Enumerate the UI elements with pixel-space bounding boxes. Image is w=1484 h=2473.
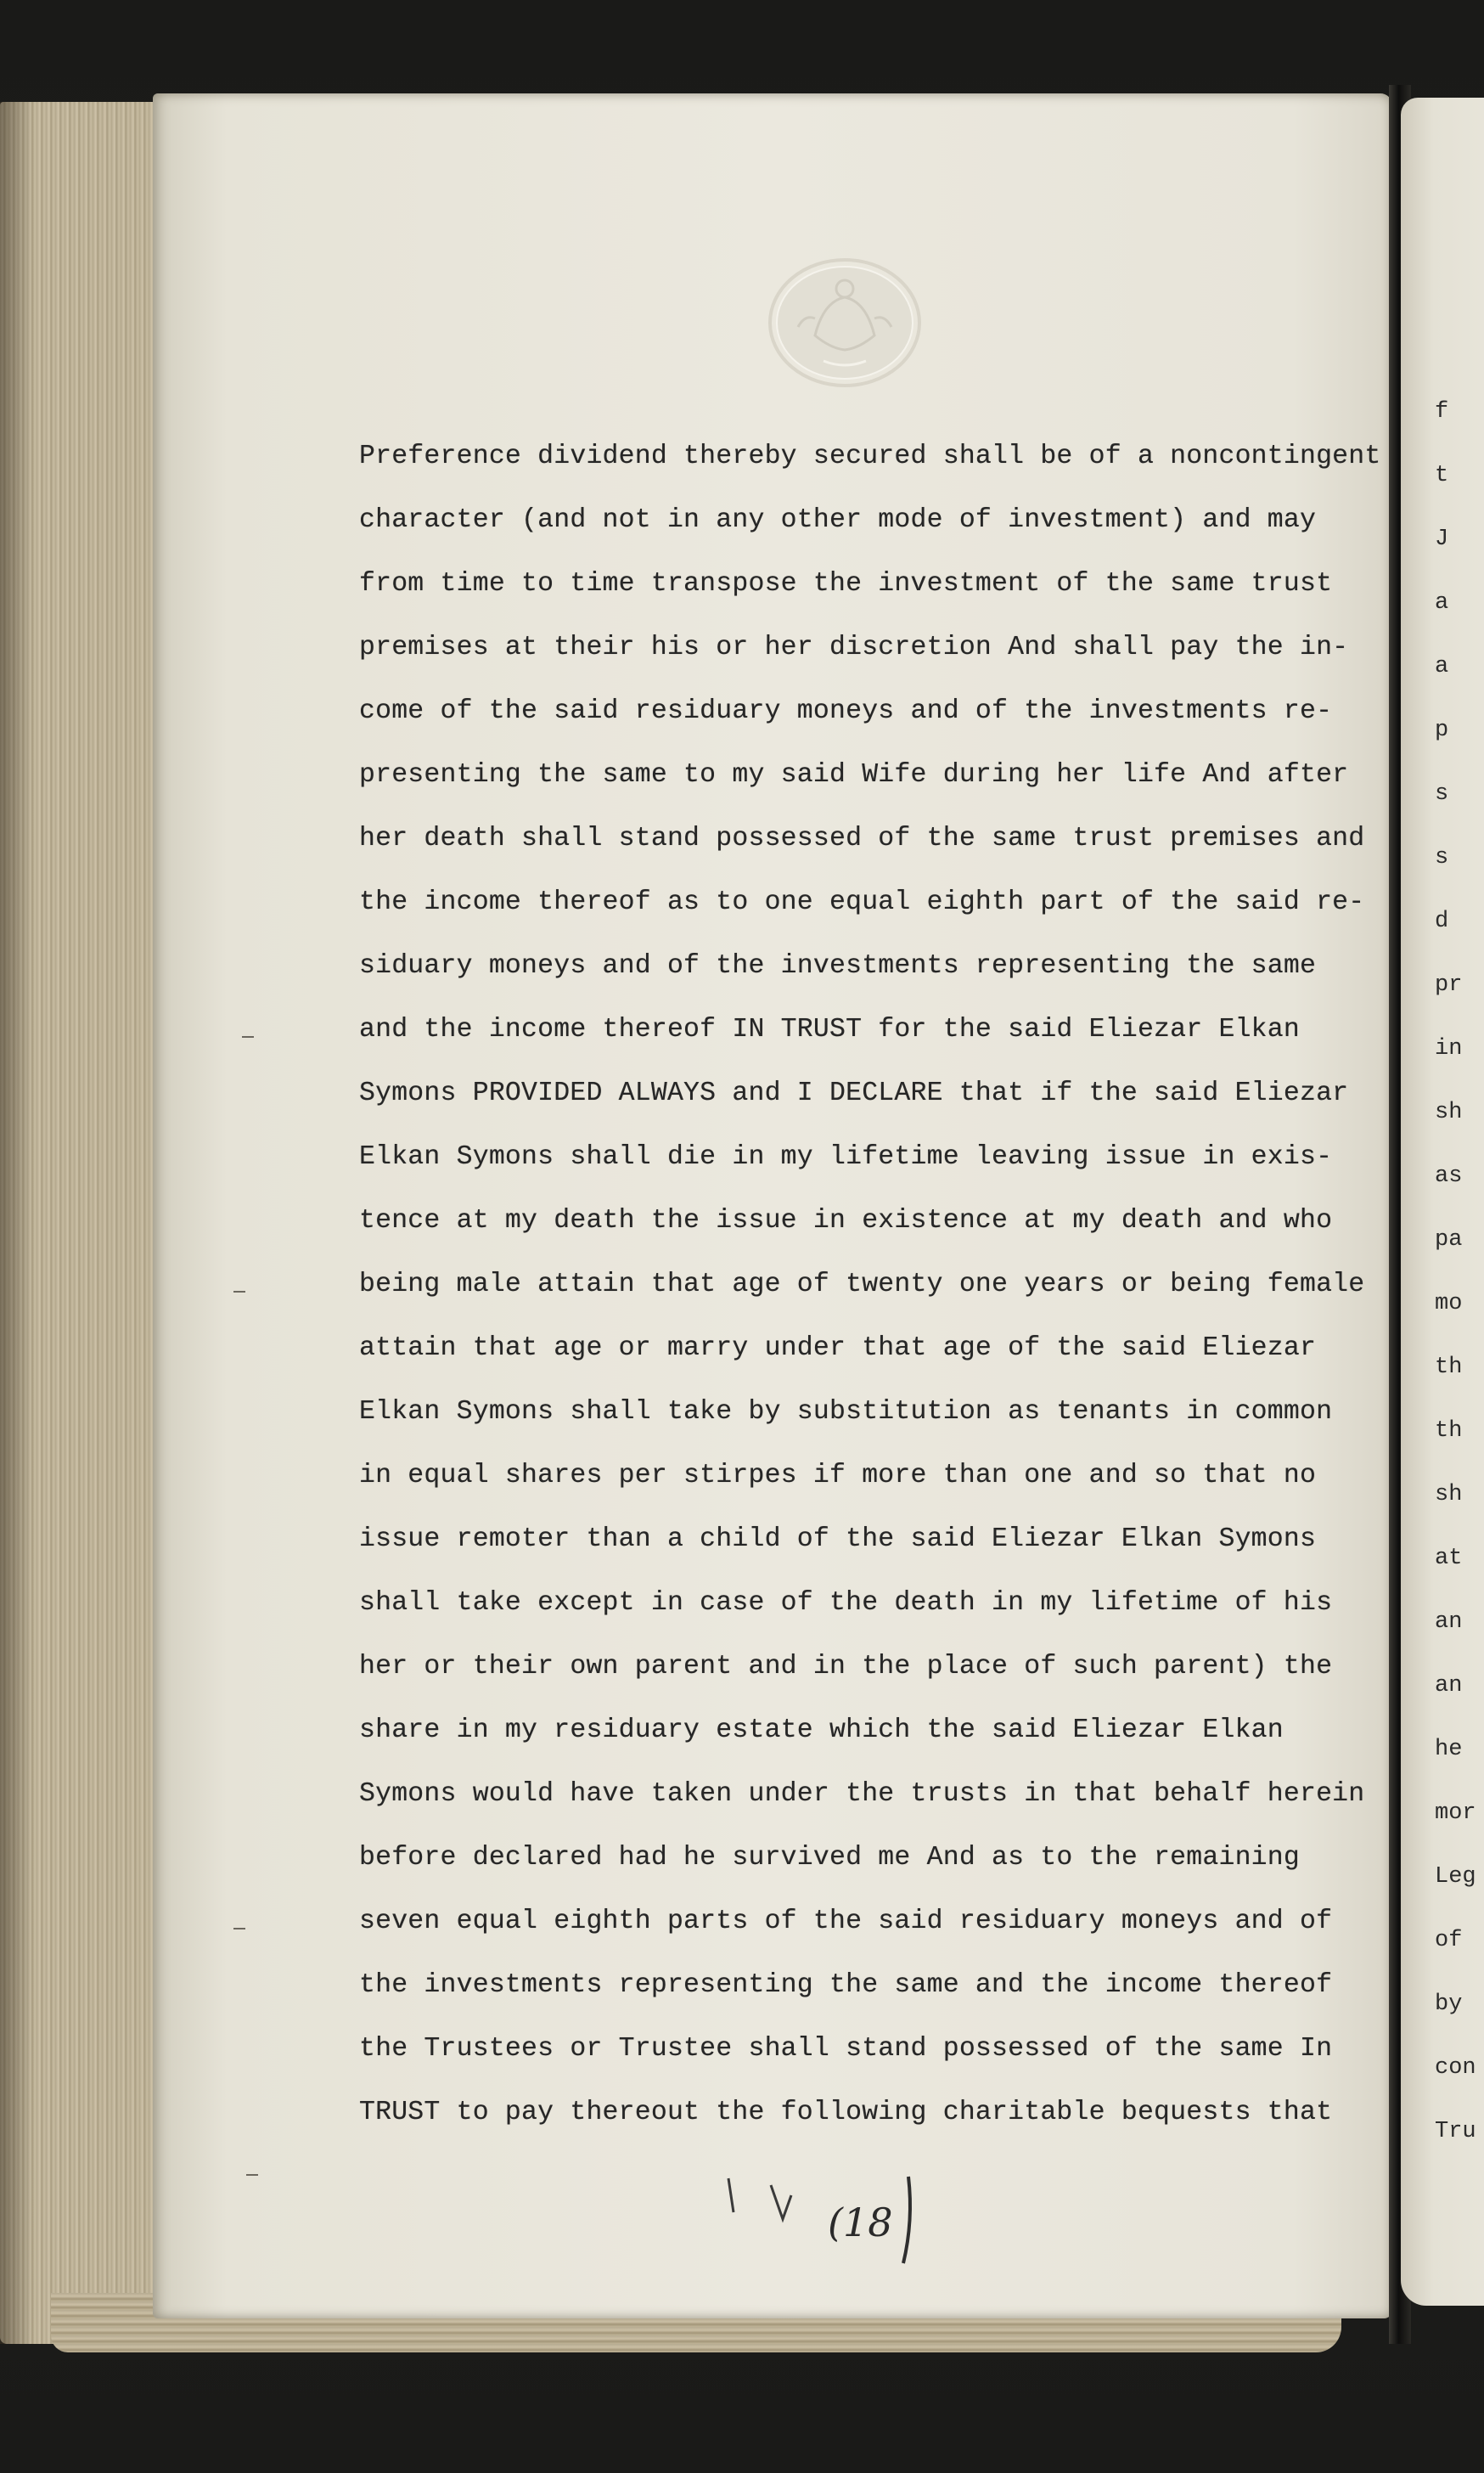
text-line: tence at my death the issue in existence at my death and who [359, 1206, 1333, 1236]
margin-tick [233, 1928, 245, 1929]
text-line: being male attain that age of twenty one years or being female [359, 1270, 1365, 1299]
facing-text-fragment: p [1435, 718, 1449, 743]
text-line: premises at their his or her discretion And shall pay the in- [359, 633, 1349, 662]
facing-text-fragment: s [1435, 845, 1449, 870]
facing-text-fragment: mo [1435, 1291, 1463, 1316]
margin-tick [242, 1036, 254, 1038]
facing-text-fragment: he [1435, 1737, 1463, 1762]
facing-text-fragment: th [1435, 1418, 1463, 1444]
facing-text-fragment: a [1435, 590, 1449, 616]
facing-text-fragment: con [1435, 2055, 1476, 2081]
facing-text-fragment: in [1435, 1036, 1463, 1062]
facing-text-fragment: pr [1435, 972, 1463, 998]
facing-text-fragment: by [1435, 1991, 1463, 2017]
margin-tick [233, 1291, 245, 1293]
facing-text-fragment: f [1435, 399, 1449, 425]
facing-text-fragment: an [1435, 1609, 1463, 1635]
text-line: the Trustees or Trustee shall stand possessed of the same In [359, 2034, 1333, 2064]
facing-text-fragment: a [1435, 654, 1449, 679]
text-line: TRUST to pay thereout the following charitable bequests that [359, 2098, 1333, 2127]
text-line: her or their own parent and in the place of such parent) the [359, 1652, 1333, 1682]
text-line: before declared had he survived me And as to the remaining [359, 1843, 1300, 1873]
text-line: from time to time transpose the investment of the same trust [359, 569, 1333, 599]
facing-text-fragment: s [1435, 781, 1449, 807]
facing-text-fragment: pa [1435, 1227, 1463, 1253]
text-line: presenting the same to my said Wife during her life And after [359, 760, 1349, 790]
facing-text-fragment: J [1435, 527, 1449, 552]
page-stack-edges [0, 102, 161, 2344]
facing-text-fragment: Tru [1435, 2119, 1476, 2144]
text-line: Symons would have taken under the trusts in that behalf herein [359, 1779, 1365, 1809]
text-line: share in my residuary estate which the said Eliezar Elkan [359, 1715, 1284, 1745]
text-line: her death shall stand possessed of the same trust premises and [359, 824, 1365, 853]
facing-text-fragment: sh [1435, 1482, 1463, 1507]
facing-text-fragment: Leg [1435, 1864, 1476, 1890]
text-line: Elkan Symons shall die in my lifetime leaving issue in exis- [359, 1142, 1333, 1172]
text-line: and the income thereof IN TRUST for the said Eliezar Elkan [359, 1015, 1300, 1045]
facing-text-fragment: th [1435, 1355, 1463, 1380]
text-line: shall take except in case of the death in my lifetime of his [359, 1588, 1333, 1618]
text-line: the investments representing the same and the income thereof [359, 1970, 1333, 2000]
facing-text-fragment: t [1435, 463, 1449, 488]
text-line: attain that age or marry under that age of the said Eliezar [359, 1333, 1317, 1363]
embossed-seal-icon [764, 255, 925, 391]
text-line: issue remoter than a child of the said Eliezar Elkan Symons [359, 1524, 1317, 1554]
facing-text-fragment: at [1435, 1546, 1463, 1571]
text-line: Elkan Symons shall take by substitution as tenants in common [359, 1397, 1333, 1427]
facing-text-fragment: as [1435, 1163, 1463, 1189]
facing-text-fragment: mor [1435, 1800, 1476, 1826]
facing-text-fragment: sh [1435, 1100, 1463, 1125]
text-line: Preference dividend thereby secured shall be of a noncontingent [359, 442, 1381, 471]
facing-text-fragment: d [1435, 909, 1449, 934]
text-line: the income thereof as to one equal eighth part of the said re- [359, 887, 1365, 917]
folio-number: (18 [828, 2200, 893, 2245]
handwritten-folio-mark-icon [722, 2170, 925, 2272]
text-line: in equal shares per stirpes if more than one and so that no [359, 1461, 1317, 1490]
text-line: siduary moneys and of the investments representing the same [359, 951, 1317, 981]
facing-page [1401, 98, 1484, 2306]
text-line: character (and not in any other mode of investment) and may [359, 505, 1317, 535]
text-line: seven equal eighth parts of the said residuary moneys and of [359, 1907, 1333, 1936]
text-line: come of the said residuary moneys and of the investments re- [359, 696, 1333, 726]
facing-text-fragment: of [1435, 1928, 1463, 1953]
text-line: Symons PROVIDED ALWAYS and I DECLARE that if the said Eliezar [359, 1079, 1349, 1108]
margin-tick [246, 2174, 258, 2176]
facing-text-fragment: an [1435, 1673, 1463, 1698]
